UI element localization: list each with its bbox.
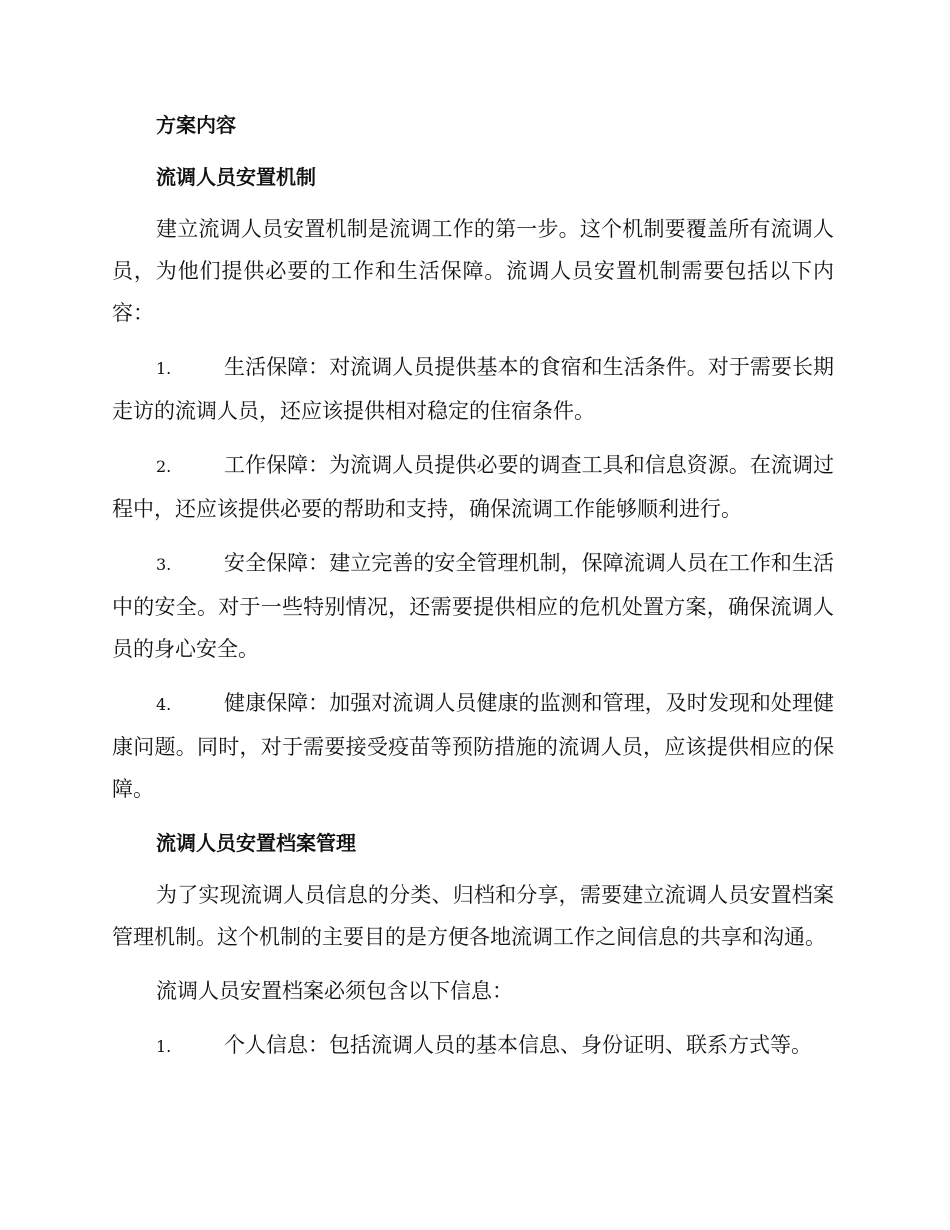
list-item-number: 1. — [156, 1037, 172, 1056]
section2-intro2-paragraph: 流调人员安置档案必须包含以下信息： — [156, 979, 513, 1003]
list-item — [112, 346, 834, 432]
section1-intro-paragraph: 建立流调人员安置机制是流调工作的第一步。这个机制要覆盖所有流调人员，为他们提供必要的工作和生活保障。流调人员安置机制需要包括以下内容： — [112, 217, 834, 325]
list-item-text: 个人信息：包括流调人员的基本信息、身份证明、联系方式等。 — [224, 1033, 812, 1057]
section-heading-placement-mechanism: 流调人员安置机制 — [156, 165, 316, 189]
list-item-number: 1. — [156, 359, 172, 378]
document-body — [112, 104, 834, 1080]
document-title: 方案内容 — [156, 113, 236, 137]
list-item-text: 工作保障：为流调人员提供必要的调查工具和信息资源。在流调过程中，还应该提供必要的帮助和支持，确保流调工作能够顺利进行。 — [112, 453, 834, 521]
list-item — [112, 542, 834, 670]
list-item-text: 生活保障：对流调人员提供基本的食宿和生活条件。对于需要长期走访的流调人员，还应该提供相对稳定的住宿条件。 — [112, 355, 834, 423]
list-item — [112, 1024, 834, 1068]
section2-intro-paragraph: 为了实现流调人员信息的分类、归档和分享，需要建立流调人员安置档案管理机制。这个机制的主要目的是方便各地流调工作之间信息的共享和沟通。 — [112, 883, 834, 949]
list-item-number: 4. — [156, 695, 172, 714]
list-item-text: 安全保障：建立完善的安全管理机制，保障流调人员在工作和生活中的安全。对于一些特别情况，还需要提供相应的危机处置方案，确保流调人员的身心安全。 — [112, 551, 834, 661]
list-item-number: 2. — [156, 457, 172, 476]
list-item — [112, 682, 834, 810]
section-heading-archive-management: 流调人员安置档案管理 — [156, 831, 356, 855]
list-item-text: 健康保障：加强对流调人员健康的监测和管理，及时发现和处理健康问题。同时，对于需要接受疫苗等预防措施的流调人员，应该提供相应的保障。 — [112, 691, 834, 801]
list-item-number: 3. — [156, 555, 172, 574]
list-item — [112, 444, 834, 530]
